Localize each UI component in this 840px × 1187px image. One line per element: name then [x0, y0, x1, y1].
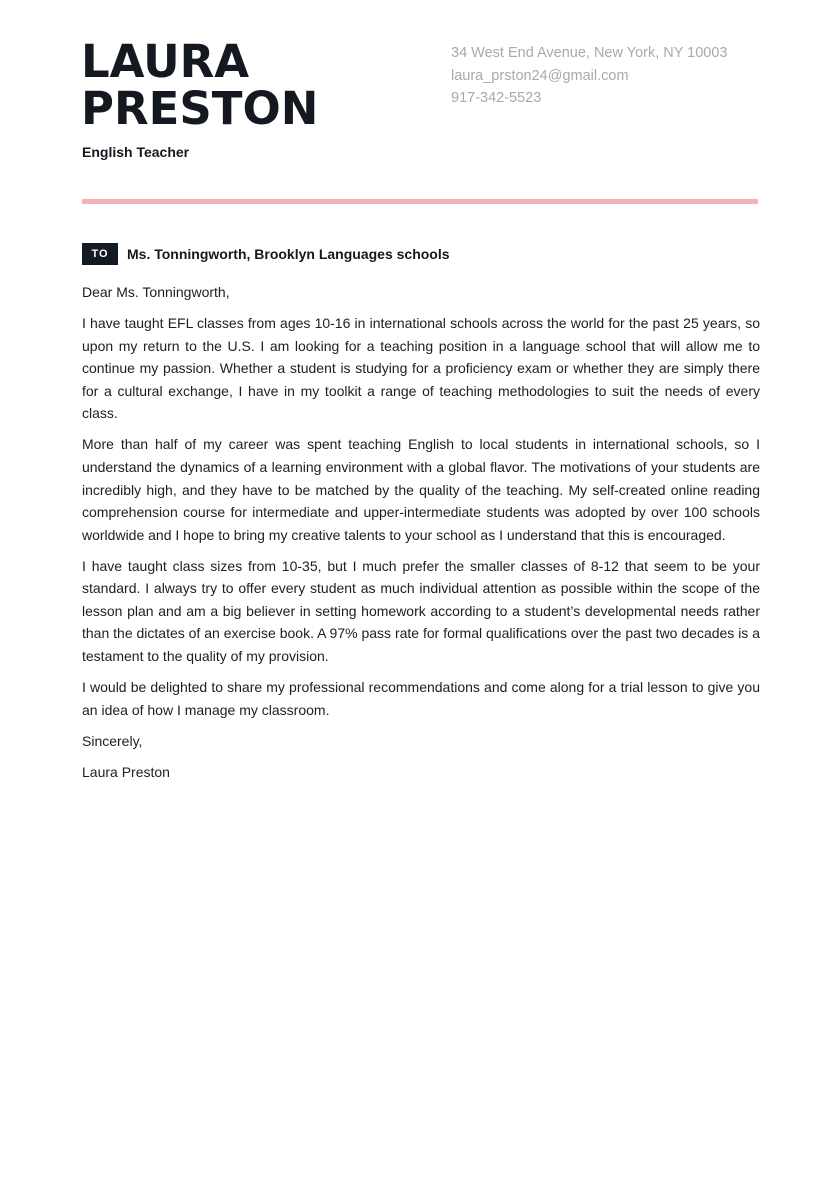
paragraph-2: More than half of my career was spent teaching English to local students in international schools, so I understand the dynamics of a learning environment with a global flavor. The motivations of your students are incredibly high, and they have to be matched by the quality of the teaching. My self-created online reading comprehension course for intermediate and upper-intermediate students was adopted by over 100 schools worldwide and I hope to bring my creative talents to your school as I understand that this is encouraged. — [82, 436, 760, 543]
contact-phone[interactable]: 917-342-5523 — [451, 90, 542, 106]
recipient-name: Ms. Tonningworth, Brooklyn Languages schools — [127, 246, 450, 262]
recipient-row — [82, 243, 450, 265]
letter-body — [82, 281, 760, 792]
paragraph-4: I would be delighted to share my professional recommendations and come along for a trial lesson to give you an idea of how I manage my classroom. — [82, 679, 760, 718]
paragraph-3: I have taught class sizes from 10-35, but I much prefer the smaller classes of 8-12 that seem to be your standard. I always try to offer every student as much individual attention as possible within the scope of the lesson plan and am a big believer in setting homework according to a student’s developmental needs rather than the dictates of an exercise book. A 97% pass rate for formal qualifications over the past two decades is a testament to the quality of my provision. — [82, 557, 760, 665]
first-name: LAURA — [81, 35, 250, 88]
to-badge: TO — [82, 243, 118, 265]
contact-email[interactable]: laura_prston24@gmail.com — [451, 67, 629, 84]
signature: Laura Preston — [82, 763, 170, 780]
paragraph-1: I have taught EFL classes from ages 10-16 in international schools across the world for the past 25 years, so upon my return to the U.S. I am looking for a teaching position in a language school that will allow me to continue my passion. Whether a student is studying for a proficiency exam or whether they are simply there for a cultural exchange, I have in my toolkit a range of teaching methodologies to suit the needs of every class. — [82, 314, 760, 422]
job-title: English Teacher — [82, 144, 190, 160]
accent-divider — [82, 199, 758, 204]
salutation: Dear Ms. Tonningworth, — [82, 284, 230, 300]
contact-info — [451, 42, 728, 110]
contact-address: 34 West End Avenue, New York, NY 10003 — [451, 45, 728, 61]
applicant-name — [81, 35, 319, 135]
closing: Sincerely, — [82, 732, 143, 749]
last-name: PRESTON — [81, 82, 319, 135]
